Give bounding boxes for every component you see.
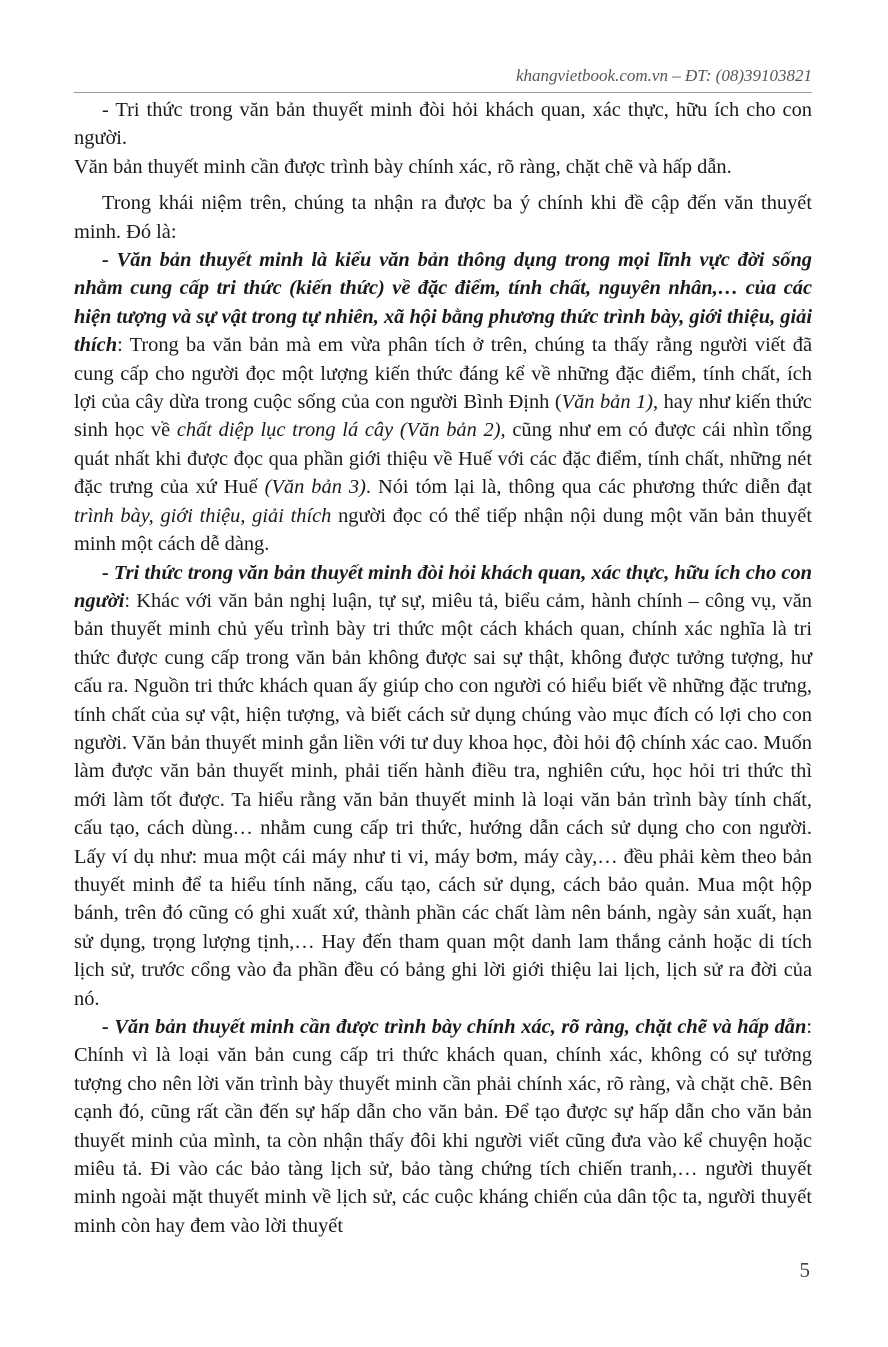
page-number: 5 bbox=[799, 1258, 810, 1282]
point-1-text-a: : Trong ba văn bản mà em vừa phân tích ở trên, chúng ta thấy rằng người viết đã cung cấp cho người đọc một lượng kiến thức đáng kể về những đặc điểm, tính chất, ích lợi của cây dừa trong cuộc sống của con người Bình Định ( bbox=[74, 334, 812, 414]
point-1-ref-1: Văn bản 1) bbox=[561, 391, 654, 414]
running-header: khangvietbook.com.vn – ĐT: (08)39103821 bbox=[74, 66, 812, 93]
point-1-paragraph bbox=[74, 246, 812, 558]
point-3-paragraph bbox=[74, 1013, 812, 1240]
point-1-text-b: , hay như kiến thức sinh học về bbox=[74, 391, 812, 442]
point-1-text-e: người đọc có thể tiếp nhận nội dung một văn bản thuyết minh một cách dễ dàng. bbox=[74, 504, 813, 556]
intro-item-2: - Tri thức trong văn bản thuyết minh đòi hỏi khách quan, xác thực, hữu ích cho con người. bbox=[74, 99, 812, 150]
point-2-dash: - bbox=[102, 561, 114, 584]
point-2-paragraph bbox=[74, 559, 812, 1014]
page-body bbox=[74, 96, 812, 1240]
point-1-dash: - bbox=[102, 249, 117, 272]
point-1-ref-2: chất diệp lục trong lá cây (Văn bản 2), bbox=[176, 419, 506, 442]
point-2-text: : Khác với văn bản nghị luận, tự sự, miêu tả, biểu cảm, hành chính – công vụ, văn bản thuyết minh chủ yếu trình bày tri thức một cách khách quan, chính xác nghĩa là tri thức được cung cấp trong văn bản không được sai sự thật, không được tưởng tượng, hư cấu ra. Nguồn tri thức khách quan ấy giúp cho con người có hiểu biết về những đặc trưng, tính chất của sự vật, hiện tượng, và biết cách sử dụng chúng vào mục đích có lợi cho con người. Văn bản thuyết minh gắn liền với tư duy khoa học, đòi hỏi độ chính xác cao. Muốn làm được văn bản thuyết minh, phải tiến hành điều tra, nghiên cứu, học hỏi tri thức thì mới làm tốt được. Ta hiểu rằng văn bản thuyết minh là loại văn bản trình bày tính chất, cấu tạo, cách dùng… nhằm cung cấp tri thức, hướng dẫn cách sử dụng cho con người. Lấy ví dụ như: mua một cái máy như ti vi, máy bơm, máy cày,… đều phải kèm theo bản thuyết minh để ta hiểu tính năng, cấu tạo, cách sử dụng, cách bảo quản. Mua một hộp bánh, trên đó cũng có ghi xuất xứ, thành phần các chất làm nên bánh, ngày sản xuất, hạn sử dụng, trọng lượng tịnh,… Hay đến tham quan một danh lam thắng cảnh hoặc di tích lịch sử, trước cổng vào đa phần đều có bảng ghi lời giới thiệu lai lịch, lịch sử ra đời của nó. bbox=[74, 589, 812, 1010]
point-3-dash: - bbox=[102, 1016, 115, 1038]
point-1-ref-4: trình bày, giới thiệu, giải thích bbox=[74, 504, 332, 527]
point-1-heading: Văn bản thuyết minh là kiểu văn bản thông dụng trong mọi lĩnh vực đời sống nhằm cung cấp tri thức (kiến thức) về đặc điểm, tính chất, nguyên nhân,… của các hiện tượng và sự vật trong tự nhiên, xã hội bằng phương thức trình bày, giới thiệu, giải thích bbox=[74, 249, 812, 357]
point-3-text: : Chính vì là loại văn bản cung cấp tri thức khách quan, chính xác, không có sự tưởng tượng cho nên lời văn trình bày thuyết minh cần phải chính xác, rõ ràng, và chặt chẽ. Bên cạnh đó, cũng rất cần đến sự hấp dẫn cho văn bản. Để tạo được sự hấp dẫn cho văn bản thuyết minh của mình, ta còn nhận thấy đôi khi người viết cũng đưa vào kể chuyện hoặc miêu tả. Đi vào các bảo tàng lịch sử, bảo tàng chứng tích chiến tranh,… người thuyết minh ngoài mặt thuyết minh về lịch sử, các cuộc kháng chiến của dân tộc ta, người thuyết minh còn hay đem vào lời thuyết bbox=[74, 1016, 812, 1237]
point-1-ref-3: (Văn bản 3) bbox=[264, 476, 366, 499]
summary-paragraph: Trong khái niệm trên, chúng ta nhận ra được ba ý chính khi đề cập đến văn thuyết minh. Đó là: bbox=[74, 192, 812, 243]
point-3-heading: Văn bản thuyết minh cần được trình bày chính xác, rõ ràng, chặt chẽ và hấp dẫn bbox=[114, 1016, 807, 1038]
point-1-text-c: cũng như em có được cái nhìn tổng quát nhất khi được đọc qua phần giới thiệu về Huế với các đặc điểm, tính chất, những nét đặc trưng của xứ Huế bbox=[74, 419, 812, 499]
intro-item-3: Văn bản thuyết minh cần được trình bày chính xác, rõ ràng, chặt chẽ và hấp dẫn. bbox=[74, 155, 732, 178]
point-2-heading: Tri thức trong văn bản thuyết minh đòi hỏi khách quan, xác thực, hữu ích cho con người bbox=[74, 561, 812, 612]
point-1-text-d: . Nói tóm lại là, thông qua các phương thức diễn đạt bbox=[365, 476, 813, 499]
